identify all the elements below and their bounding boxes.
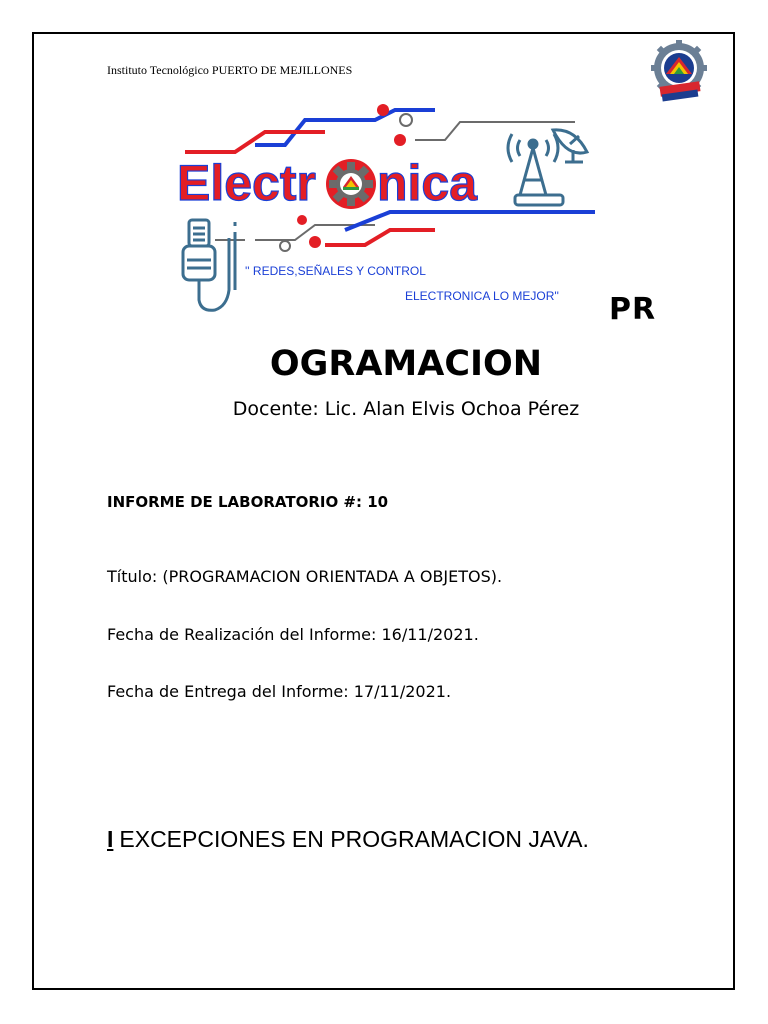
report-number: INFORME DE LABORATORIO #: 10 — [107, 493, 389, 511]
antenna-tower-icon — [508, 134, 563, 205]
report-title: Título: (PROGRAMACION ORIENTADA A OBJETOS). — [107, 567, 503, 586]
logo-word-start: Electr — [177, 155, 316, 211]
report-delivery-date: Fecha de Entrega del Informe: 17/11/2021. — [107, 682, 452, 701]
section-title: EXCEPCIONES EN PROGRAMACION JAVA. — [119, 826, 589, 852]
course-title-part2: OGRAMACION — [269, 344, 543, 384]
logo-word-end: nica — [377, 155, 478, 211]
section-number: I — [107, 826, 114, 852]
teacher-name: Docente: Lic. Alan Elvis Ochoa Pérez — [232, 398, 580, 420]
section-heading — [107, 826, 589, 853]
logo-slogan-line1: '' REDES,SEÑALES Y CONTROL — [245, 264, 426, 278]
network-connector-icon — [183, 220, 235, 310]
logo-slogan-line2: ELECTRONICA LO MEJOR'' — [405, 289, 559, 303]
gear-icon — [326, 159, 376, 209]
course-title-part1: PR — [609, 292, 657, 327]
institute-name: Instituto Tecnológico PUERTO DE MEJILLONES — [107, 63, 353, 77]
electronica-logo — [175, 100, 605, 325]
report-done-date: Fecha de Realización del Informe: 16/11/2021. — [107, 625, 479, 644]
institute-seal-logo — [648, 40, 710, 104]
